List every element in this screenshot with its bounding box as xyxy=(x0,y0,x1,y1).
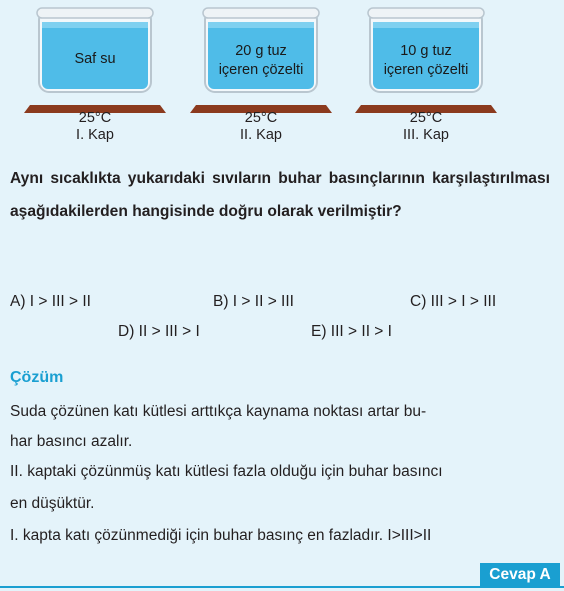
beaker-3-label-line1: 10 g tuz xyxy=(400,43,452,59)
beaker-3-label-line2: içeren çözelti xyxy=(383,62,469,78)
container-1-temperature: 25°C xyxy=(78,110,112,126)
option-c[interactable]: C) III > I > III xyxy=(410,293,497,310)
beaker-2 xyxy=(200,6,322,94)
option-e[interactable]: E) III > II > I xyxy=(311,323,392,340)
hot-plate-1 xyxy=(24,100,166,108)
solution-line-5: I. kapta katı çözünmediği için buhar basınç en fazladır. I>III>II xyxy=(10,527,432,544)
beaker-2-label-line1: 20 g tuz xyxy=(235,43,287,59)
hot-plate-2 xyxy=(190,100,332,108)
answer-badge: Cevap A xyxy=(480,563,560,586)
solution-line-1: Suda çözünen katı kütlesi arttıkça kaynama noktası artar bu- xyxy=(10,403,427,420)
beaker-2-label xyxy=(208,42,314,80)
bottom-divider xyxy=(0,586,564,588)
option-a[interactable]: A) I > III > II xyxy=(10,293,91,310)
solution-line-4: en düşüktür. xyxy=(10,495,95,512)
container-3-label: III. Kap xyxy=(403,127,449,143)
option-b[interactable]: B) I > II > III xyxy=(213,293,294,310)
container-2-temperature: 25°C xyxy=(244,110,278,126)
beaker-1 xyxy=(34,6,156,94)
question-text: Aynı sıcaklıkta yukarıdaki sıvıların buhar basınçlarının karşılaştırılması aşağıdakilerden hangisinde doğru olarak verilmiştir? xyxy=(10,170,550,220)
beaker-1-label-line1: Saf su xyxy=(74,51,116,67)
beaker-1-label xyxy=(42,50,148,69)
solution-line-3: II. kaptaki çözünmüş katı kütlesi fazla olduğu için buhar basıncı xyxy=(10,463,443,480)
hot-plate-3 xyxy=(355,100,497,108)
solution-line-2: har basıncı azalır. xyxy=(10,433,133,450)
solution-title: Çözüm xyxy=(10,369,64,386)
container-2-label: II. Kap xyxy=(240,127,282,143)
container-3-temperature: 25°C xyxy=(409,110,443,126)
container-3-caption xyxy=(371,110,481,144)
beaker-2-label-line2: içeren çözelti xyxy=(218,62,304,78)
container-2-caption xyxy=(206,110,316,144)
container-1-label: I. Kap xyxy=(76,127,114,143)
beaker-3 xyxy=(365,6,487,94)
beaker-3-label xyxy=(373,42,479,80)
container-1-caption xyxy=(40,110,150,144)
option-d[interactable]: D) II > III > I xyxy=(118,323,200,340)
